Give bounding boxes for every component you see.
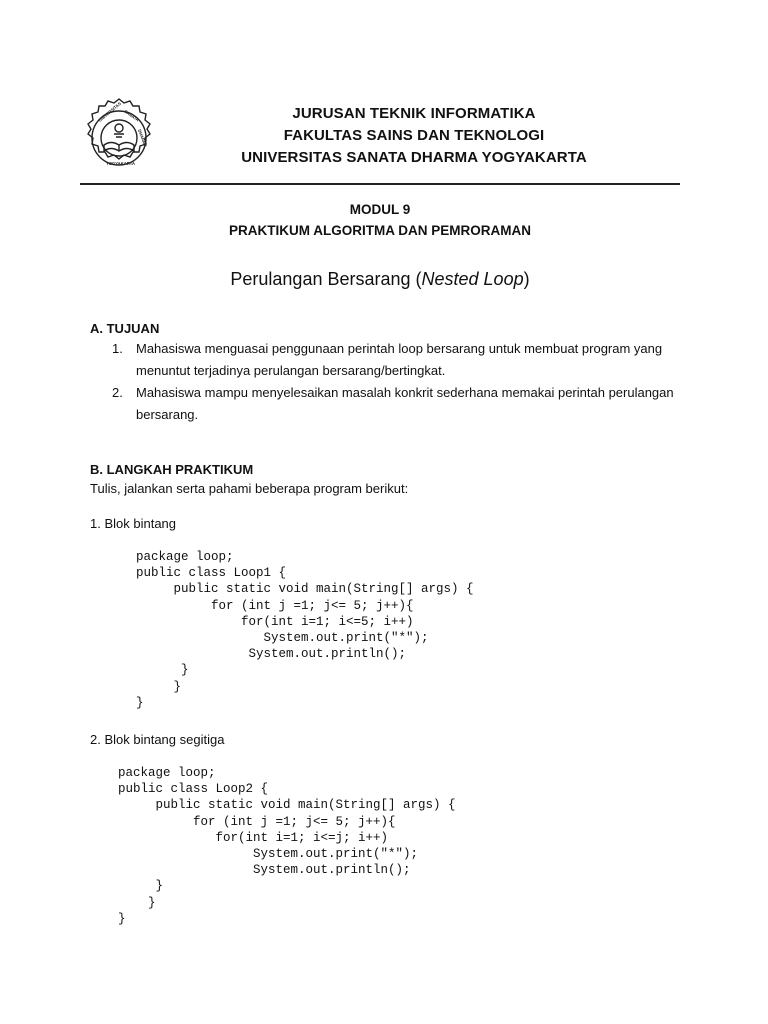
example-2-label: 2. Blok bintang segitiga bbox=[90, 732, 225, 747]
svg-text:DHARMA: DHARMA bbox=[137, 128, 149, 148]
list-item bbox=[90, 338, 690, 382]
list-item-number: 2. bbox=[112, 385, 123, 400]
university-name: UNIVERSITAS SANATA DHARMA YOGYAKARTA bbox=[241, 149, 587, 166]
example-2-code: package loop; public class Loop2 { public static void main(String[] args) { for (int j =1; j<= 5; j++){ for(int i=1; i<=j; i++) System.out.print("*"); System.out.println(); } } } bbox=[118, 766, 456, 926]
list-item-text: Mahasiswa menguasai penggunaan perintah loop bersarang untuk membuat program yang menuntut terjadinya perulangan bersarang/bertingkat. bbox=[136, 341, 663, 378]
title-prefix: Perulangan Bersarang ( bbox=[230, 269, 422, 289]
example-1-label: 1. Blok bintang bbox=[90, 516, 177, 531]
svg-text:UNIVERSITAS: UNIVERSITAS bbox=[97, 101, 122, 123]
svg-text:YOGYAKARTA: YOGYAKARTA bbox=[106, 161, 136, 166]
university-seal-logo bbox=[80, 97, 158, 179]
header-divider bbox=[80, 183, 680, 185]
list-item bbox=[90, 382, 690, 426]
module-heading bbox=[80, 199, 680, 241]
section-b-intro: Tulis, jalankan serta pahami beberapa program berikut: bbox=[90, 481, 409, 496]
faculty-name: FAKULTAS SAINS DAN TEKNOLOGI bbox=[283, 127, 545, 144]
list-item-text: Mahasiswa mampu menyelesaikan masalah konkrit sederhana memakai perintah perulangan bersarang. bbox=[136, 385, 674, 422]
department-name: JURUSAN TEKNIK INFORMATIKA bbox=[292, 105, 536, 122]
svg-text:SANATA: SANATA bbox=[123, 108, 141, 123]
module-number: MODUL 9 bbox=[349, 202, 411, 217]
objectives-list bbox=[90, 338, 690, 426]
list-item-number: 1. bbox=[112, 341, 123, 356]
example-1-code: package loop; public class Loop1 { public static void main(String[] args) { for (int j =1; j<= 5; j++){ for(int i=1; i<=5; i++) System.out.print("*"); System.out.println(); } } } bbox=[136, 550, 474, 710]
title-emphasis: Nested Loop bbox=[421, 269, 524, 289]
course-name: PRAKTIKUM ALGORITMA DAN PEMRORAMAN bbox=[229, 223, 531, 238]
section-a-heading: A. TUJUAN bbox=[90, 321, 160, 336]
institution-header bbox=[168, 103, 660, 169]
title-suffix: ) bbox=[523, 269, 530, 289]
document-title bbox=[80, 266, 680, 292]
section-b-heading: B. LANGKAH PRAKTIKUM bbox=[90, 462, 254, 477]
